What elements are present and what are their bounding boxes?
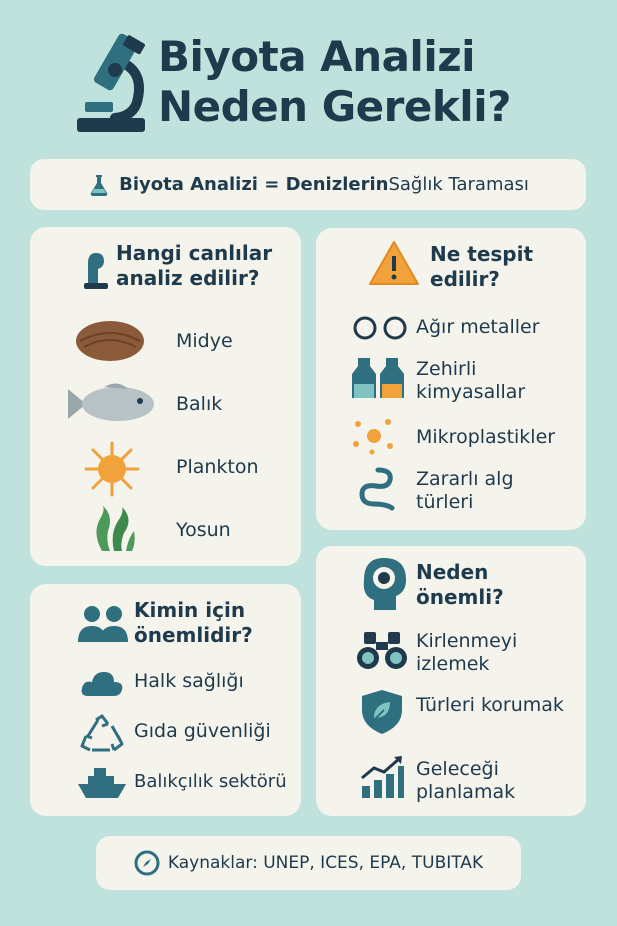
importance-card <box>316 546 586 816</box>
growth-chart-icon <box>360 754 406 800</box>
binoculars-icon <box>356 630 408 670</box>
organism-label: Balık <box>176 393 223 415</box>
audience-label: Halk sağlığı <box>134 670 244 692</box>
cloud-icon <box>80 668 124 698</box>
head-eye-icon <box>360 556 410 612</box>
page-title <box>158 32 598 132</box>
importance-label: Kirlenmeyi izlemek <box>416 630 518 675</box>
audience-title: Kimin için önemlidir? <box>134 598 253 647</box>
title-line-2: Neden Gerekli? <box>158 82 511 131</box>
audience-label: Balıkçılık sektörü <box>134 771 287 792</box>
organism-label: Yosun <box>176 519 231 541</box>
recycle-icon <box>80 714 124 756</box>
detected-label: Ağır metaller <box>416 316 540 338</box>
banner-bold-text: Biyota Analizi = Denizlerin <box>119 174 389 195</box>
flask-icon <box>87 173 111 197</box>
detected-label: Mikroplastikler <box>416 426 556 448</box>
boat-icon <box>78 766 126 800</box>
organism-label: Midye <box>176 330 233 352</box>
detected-title: Ne tespit edilir? <box>430 242 534 291</box>
importance-title: Neden önemli? <box>416 560 504 609</box>
organism-icon <box>80 249 110 291</box>
microscope-icon <box>75 32 155 134</box>
compass-icon <box>134 850 160 876</box>
shield-leaf-icon <box>360 688 404 736</box>
organisms-title: Hangi canlılar analiz edilir? <box>116 241 273 290</box>
importance-label: Geleceği planlamak <box>416 758 516 803</box>
title-line-1: Biyota Analizi <box>158 32 476 81</box>
bottles-icon <box>352 356 408 402</box>
warning-icon <box>368 240 420 286</box>
fish-icon <box>64 379 156 429</box>
organisms-card <box>30 227 301 566</box>
banner-regular-text: Sağlık Taraması <box>388 174 529 195</box>
importance-label: Türleri korumak <box>416 694 564 716</box>
sources-footer <box>96 836 521 890</box>
detected-card <box>316 228 586 530</box>
algae-icon <box>352 464 402 514</box>
particles-icon <box>352 416 396 456</box>
summary-banner <box>30 159 586 210</box>
sources-text: Kaynaklar: UNEP, ICES, EPA, TUBITAK <box>167 853 484 873</box>
people-icon <box>78 604 128 644</box>
mussel-icon <box>74 319 146 363</box>
detected-label: Zehirli kimyasallar <box>416 358 526 403</box>
rings-icon <box>352 316 408 340</box>
seaweed-icon <box>88 503 138 553</box>
organism-label: Plankton <box>176 456 259 478</box>
detected-label: Zararlı alg türleri <box>416 468 514 513</box>
audience-card <box>30 584 301 816</box>
plankton-icon <box>84 441 140 497</box>
audience-label: Gıda güvenliği <box>134 720 271 742</box>
